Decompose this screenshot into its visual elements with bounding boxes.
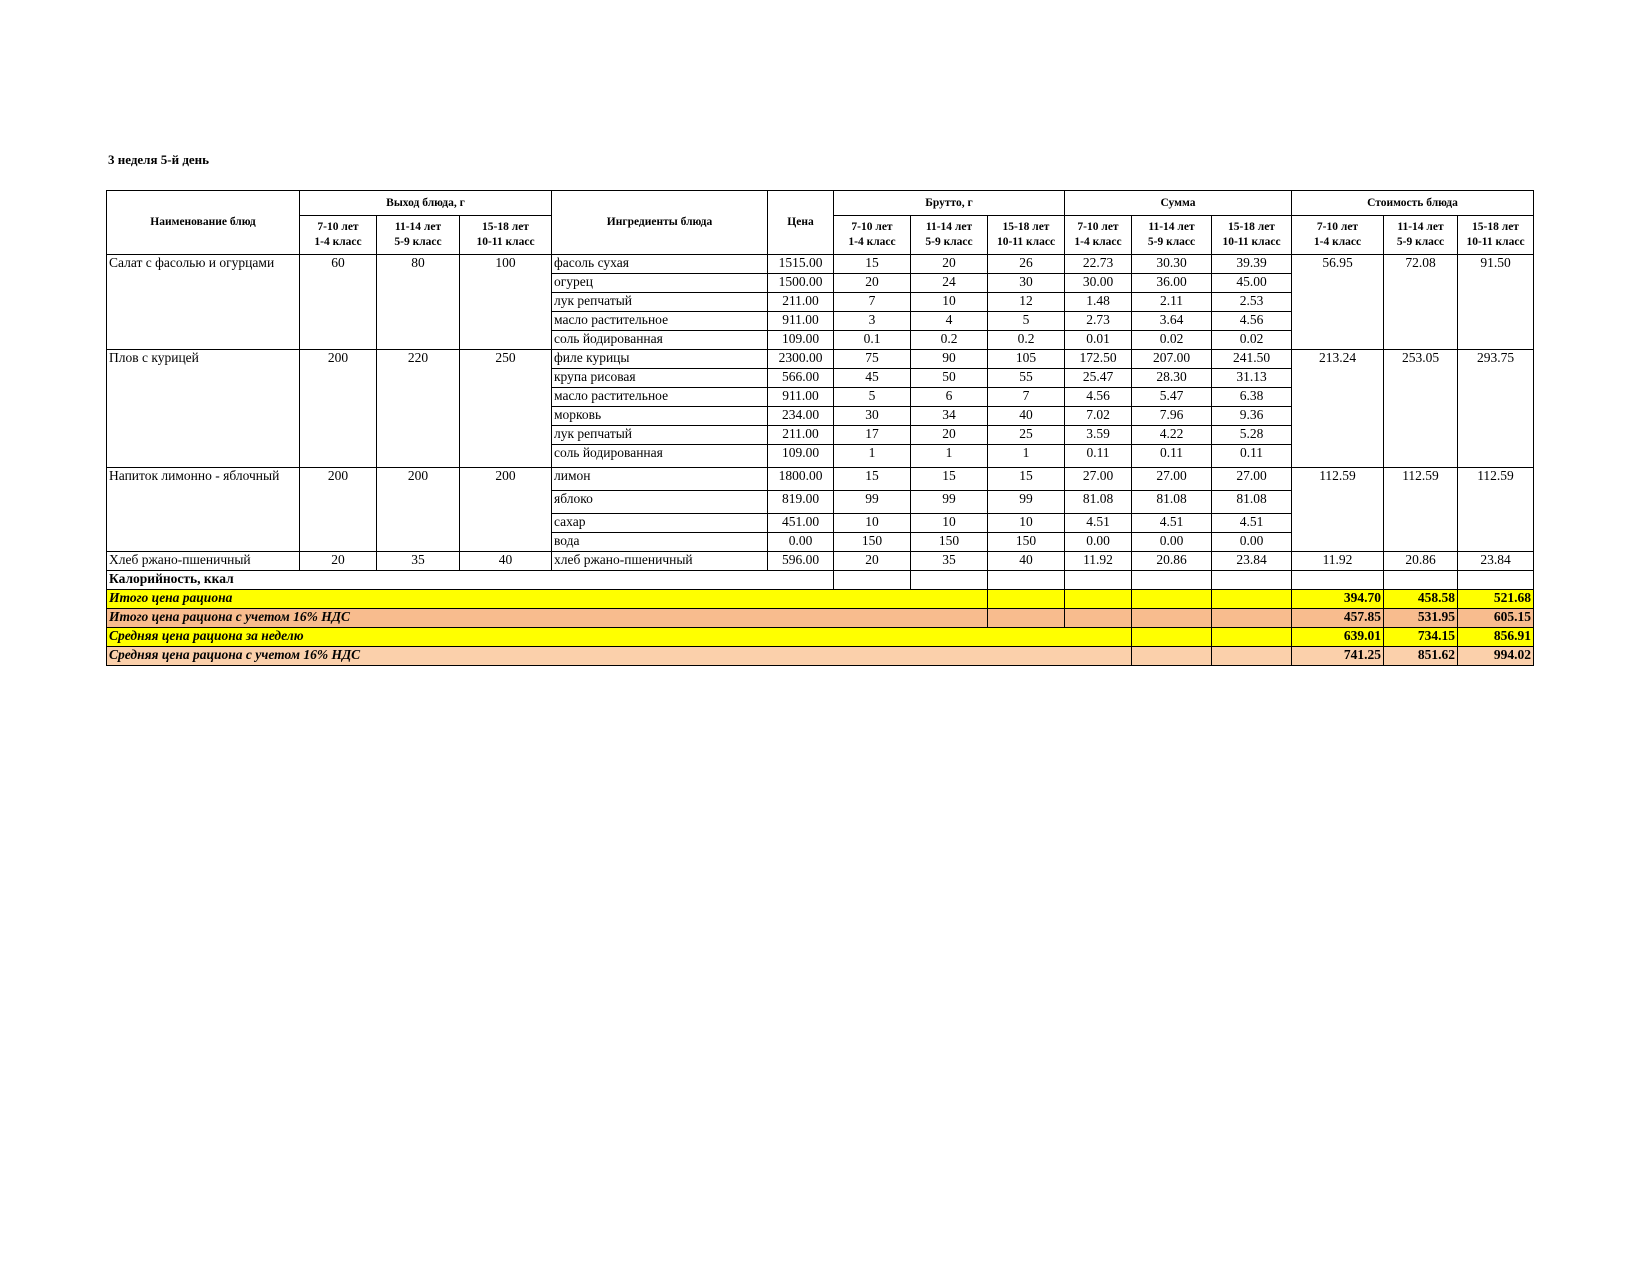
calories-row bbox=[107, 571, 1534, 590]
empty-cell bbox=[1212, 647, 1292, 666]
ingredient-brutto: 7 bbox=[988, 388, 1065, 407]
empty-cell bbox=[988, 571, 1065, 590]
total-value: 856.91 bbox=[1458, 628, 1534, 647]
ingredient-brutto: 34 bbox=[911, 407, 988, 426]
age-label: 11-14 лет bbox=[925, 221, 973, 233]
ingredient-brutto: 5 bbox=[988, 312, 1065, 331]
ingredient-name: сахар bbox=[552, 514, 768, 533]
dish-output: 250 bbox=[460, 350, 552, 468]
dish-output: 200 bbox=[300, 468, 377, 552]
ingredient-brutto: 99 bbox=[834, 491, 911, 514]
ingredient-brutto: 0.2 bbox=[911, 331, 988, 350]
ingredient-name: соль йодированная bbox=[552, 445, 768, 468]
ingredient-brutto: 30 bbox=[834, 407, 911, 426]
ingredient-price: 234.00 bbox=[768, 407, 834, 426]
age-header-sum-2 bbox=[1212, 216, 1292, 255]
total-label: Итого цена рациона bbox=[107, 590, 988, 609]
ingredient-brutto: 75 bbox=[834, 350, 911, 369]
ingredient-price: 109.00 bbox=[768, 445, 834, 468]
ingredient-brutto: 15 bbox=[988, 468, 1065, 491]
ingredient-name: фасоль сухая bbox=[552, 255, 768, 274]
ingredient-brutto: 4 bbox=[911, 312, 988, 331]
ingredient-price: 596.00 bbox=[768, 552, 834, 571]
total-label: Средняя цена рациона с учетом 16% НДС bbox=[107, 647, 1132, 666]
dish-output: 220 bbox=[377, 350, 460, 468]
ingredient-price: 911.00 bbox=[768, 312, 834, 331]
dish-output: 40 bbox=[460, 552, 552, 571]
total-value: 457.85 bbox=[1292, 609, 1384, 628]
ingredient-brutto: 10 bbox=[911, 293, 988, 312]
ingredient-sum: 0.00 bbox=[1065, 533, 1132, 552]
grade-label: 10-11 класс bbox=[1466, 236, 1525, 248]
ingredient-brutto: 5 bbox=[834, 388, 911, 407]
ingredient-price: 2300.00 bbox=[768, 350, 834, 369]
ingredient-brutto: 0.1 bbox=[834, 331, 911, 350]
empty-cell bbox=[1212, 628, 1292, 647]
ingredient-brutto: 10 bbox=[834, 514, 911, 533]
dish-cost: 20.86 bbox=[1384, 552, 1458, 571]
ingredient-sum: 25.47 bbox=[1065, 369, 1132, 388]
dish-cost: 11.92 bbox=[1292, 552, 1384, 571]
ingredient-sum: 172.50 bbox=[1065, 350, 1132, 369]
ingredient-sum: 0.02 bbox=[1212, 331, 1292, 350]
ingredient-brutto: 99 bbox=[911, 491, 988, 514]
ingredient-sum: 4.51 bbox=[1132, 514, 1212, 533]
total-row bbox=[107, 647, 1534, 666]
ingredient-sum: 27.00 bbox=[1212, 468, 1292, 491]
total-row bbox=[107, 590, 1534, 609]
total-row bbox=[107, 609, 1534, 628]
ingredient-sum: 39.39 bbox=[1212, 255, 1292, 274]
empty-cell bbox=[988, 609, 1065, 628]
age-label: 15-18 лет bbox=[1002, 221, 1050, 233]
ingredient-name: масло растительное bbox=[552, 312, 768, 331]
menu-table bbox=[106, 190, 1534, 666]
age-label: 7-10 лет bbox=[1077, 221, 1119, 233]
empty-cell bbox=[1212, 571, 1292, 590]
empty-cell bbox=[1384, 571, 1458, 590]
dish-cost: 56.95 bbox=[1292, 255, 1384, 350]
ingredient-name: соль йодированная bbox=[552, 331, 768, 350]
ingredient-brutto: 45 bbox=[834, 369, 911, 388]
grade-label: 5-9 класс bbox=[394, 236, 442, 248]
ingredient-sum: 2.73 bbox=[1065, 312, 1132, 331]
age-label: 7-10 лет bbox=[1316, 221, 1359, 233]
ingredient-brutto: 150 bbox=[911, 533, 988, 552]
ingredient-brutto: 12 bbox=[988, 293, 1065, 312]
ingredient-brutto: 17 bbox=[834, 426, 911, 445]
ingredient-brutto: 30 bbox=[988, 274, 1065, 293]
ingredient-sum: 3.64 bbox=[1132, 312, 1212, 331]
ingredient-brutto: 7 bbox=[834, 293, 911, 312]
ingredient-brutto: 1 bbox=[911, 445, 988, 468]
ingredient-sum: 36.00 bbox=[1132, 274, 1212, 293]
ingredient-price: 566.00 bbox=[768, 369, 834, 388]
dish-output: 200 bbox=[460, 468, 552, 552]
ingredient-sum: 2.53 bbox=[1212, 293, 1292, 312]
ingredient-price: 1500.00 bbox=[768, 274, 834, 293]
age-header-brutto-1 bbox=[911, 216, 988, 255]
ingredient-brutto: 15 bbox=[834, 468, 911, 491]
dish-output: 80 bbox=[377, 255, 460, 350]
dish-cost: 23.84 bbox=[1458, 552, 1534, 571]
dish-output: 200 bbox=[377, 468, 460, 552]
empty-cell bbox=[1132, 571, 1212, 590]
total-value: 605.15 bbox=[1458, 609, 1534, 628]
grade-label: 1-4 класс bbox=[1074, 236, 1122, 248]
header-dish-name: Наименование блюд bbox=[107, 191, 300, 255]
grade-label: 1-4 класс bbox=[848, 236, 896, 248]
header-price: Цена bbox=[768, 191, 834, 255]
dish-cost: 112.59 bbox=[1458, 468, 1534, 552]
ingredient-sum: 30.00 bbox=[1065, 274, 1132, 293]
total-value: 394.70 bbox=[1292, 590, 1384, 609]
ingredient-brutto: 3 bbox=[834, 312, 911, 331]
ingredient-brutto: 0.2 bbox=[988, 331, 1065, 350]
ingredient-brutto: 20 bbox=[834, 552, 911, 571]
ingredient-sum: 81.08 bbox=[1132, 491, 1212, 514]
ingredient-sum: 20.86 bbox=[1132, 552, 1212, 571]
ingredient-brutto: 26 bbox=[988, 255, 1065, 274]
age-header-output-0 bbox=[300, 216, 377, 255]
ingredient-sum: 4.51 bbox=[1212, 514, 1292, 533]
empty-cell bbox=[1065, 571, 1132, 590]
ingredient-sum: 81.08 bbox=[1212, 491, 1292, 514]
ingredient-name: филе курицы bbox=[552, 350, 768, 369]
ingredient-price: 451.00 bbox=[768, 514, 834, 533]
total-value: 521.68 bbox=[1458, 590, 1534, 609]
dish-name: Плов с курицей bbox=[107, 350, 300, 468]
ingredient-brutto: 15 bbox=[911, 468, 988, 491]
ingredient-brutto: 55 bbox=[988, 369, 1065, 388]
header-ingredients: Ингредиенты блюда bbox=[552, 191, 768, 255]
age-label: 11-14 лет bbox=[1148, 221, 1195, 233]
ingredient-sum: 4.56 bbox=[1212, 312, 1292, 331]
ingredient-sum: 4.51 bbox=[1065, 514, 1132, 533]
grade-label: 1-4 класс bbox=[1313, 236, 1362, 248]
ingredient-price: 109.00 bbox=[768, 331, 834, 350]
age-label: 7-10 лет bbox=[851, 221, 893, 233]
ingredient-brutto: 10 bbox=[988, 514, 1065, 533]
ingredient-name: крупа рисовая bbox=[552, 369, 768, 388]
ingredient-name: лимон bbox=[552, 468, 768, 491]
ingredient-row bbox=[107, 468, 1534, 491]
ingredient-name: морковь bbox=[552, 407, 768, 426]
ingredient-brutto: 50 bbox=[911, 369, 988, 388]
ingredient-sum: 23.84 bbox=[1212, 552, 1292, 571]
empty-cell bbox=[1132, 628, 1212, 647]
empty-cell bbox=[834, 571, 911, 590]
total-value: 734.15 bbox=[1384, 628, 1458, 647]
ingredient-brutto: 20 bbox=[911, 426, 988, 445]
total-label: Средняя цена рациона за неделю bbox=[107, 628, 1132, 647]
ingredient-price: 211.00 bbox=[768, 426, 834, 445]
ingredient-sum: 4.22 bbox=[1132, 426, 1212, 445]
ingredient-sum: 0.11 bbox=[1132, 445, 1212, 468]
ingredient-sum: 45.00 bbox=[1212, 274, 1292, 293]
empty-cell bbox=[1458, 571, 1534, 590]
empty-cell bbox=[1132, 647, 1212, 666]
ingredient-row bbox=[107, 255, 1534, 274]
ingredient-sum: 0.02 bbox=[1132, 331, 1212, 350]
age-label: 15-18 лет bbox=[1228, 221, 1275, 233]
dish-cost: 112.59 bbox=[1384, 468, 1458, 552]
age-header-brutto-0 bbox=[834, 216, 911, 255]
ingredient-sum: 0.11 bbox=[1212, 445, 1292, 468]
dish-output: 200 bbox=[300, 350, 377, 468]
ingredient-name: лук репчатый bbox=[552, 293, 768, 312]
ingredient-brutto: 15 bbox=[834, 255, 911, 274]
age-header-sum-1 bbox=[1132, 216, 1212, 255]
ingredient-price: 911.00 bbox=[768, 388, 834, 407]
ingredient-brutto: 20 bbox=[834, 274, 911, 293]
ingredient-sum: 27.00 bbox=[1132, 468, 1212, 491]
total-value: 851.62 bbox=[1384, 647, 1458, 666]
ingredient-brutto: 1 bbox=[834, 445, 911, 468]
age-label: 7-10 лет bbox=[317, 221, 359, 233]
grade-label: 5-9 класс bbox=[1147, 236, 1196, 248]
total-label: Итого цена рациона с учетом 16% НДС bbox=[107, 609, 988, 628]
ingredient-price: 1800.00 bbox=[768, 468, 834, 491]
ingredient-sum: 0.00 bbox=[1132, 533, 1212, 552]
age-header-sum-0 bbox=[1065, 216, 1132, 255]
ingredient-price: 819.00 bbox=[768, 491, 834, 514]
total-value: 639.01 bbox=[1292, 628, 1384, 647]
ingredient-sum: 31.13 bbox=[1212, 369, 1292, 388]
empty-cell bbox=[1212, 609, 1292, 628]
ingredient-brutto: 150 bbox=[834, 533, 911, 552]
empty-cell bbox=[988, 590, 1065, 609]
age-header-cost-1 bbox=[1384, 216, 1458, 255]
age-header-output-1 bbox=[377, 216, 460, 255]
ingredient-name: яблоко bbox=[552, 491, 768, 514]
ingredient-sum: 207.00 bbox=[1132, 350, 1212, 369]
ingredient-price: 1515.00 bbox=[768, 255, 834, 274]
total-value: 458.58 bbox=[1384, 590, 1458, 609]
ingredient-sum: 0.00 bbox=[1212, 533, 1292, 552]
age-label: 11-14 лет bbox=[394, 221, 442, 233]
ingredient-sum: 11.92 bbox=[1065, 552, 1132, 571]
age-label: 15-18 лет bbox=[1472, 221, 1519, 233]
ingredient-brutto: 25 bbox=[988, 426, 1065, 445]
age-label: 15-18 лет bbox=[482, 221, 529, 233]
ingredient-sum: 7.02 bbox=[1065, 407, 1132, 426]
ingredient-sum: 5.28 bbox=[1212, 426, 1292, 445]
dish-cost: 72.08 bbox=[1384, 255, 1458, 350]
ingredient-price: 0.00 bbox=[768, 533, 834, 552]
header-brutto: Брутто, г bbox=[834, 191, 1065, 216]
ingredient-sum: 22.73 bbox=[1065, 255, 1132, 274]
ingredient-row bbox=[107, 552, 1534, 571]
empty-cell bbox=[1292, 571, 1384, 590]
ingredient-sum: 2.11 bbox=[1132, 293, 1212, 312]
ingredient-brutto: 20 bbox=[911, 255, 988, 274]
age-header-cost-2 bbox=[1458, 216, 1534, 255]
age-label: 11-14 лет bbox=[1397, 221, 1444, 233]
ingredient-brutto: 90 bbox=[911, 350, 988, 369]
ingredient-sum: 7.96 bbox=[1132, 407, 1212, 426]
dish-cost: 213.24 bbox=[1292, 350, 1384, 468]
ingredient-brutto: 40 bbox=[988, 407, 1065, 426]
ingredient-price: 211.00 bbox=[768, 293, 834, 312]
ingredient-brutto: 1 bbox=[988, 445, 1065, 468]
ingredient-sum: 4.56 bbox=[1065, 388, 1132, 407]
age-header-output-2 bbox=[460, 216, 552, 255]
dish-output: 100 bbox=[460, 255, 552, 350]
empty-cell bbox=[1212, 590, 1292, 609]
dish-cost: 112.59 bbox=[1292, 468, 1384, 552]
grade-label: 5-9 класс bbox=[1396, 236, 1445, 248]
header-cost: Стоимость блюда bbox=[1292, 191, 1534, 216]
dish-name: Напиток лимонно - яблочный bbox=[107, 468, 300, 552]
ingredient-brutto: 150 bbox=[988, 533, 1065, 552]
ingredient-brutto: 105 bbox=[988, 350, 1065, 369]
grade-label: 5-9 класс bbox=[925, 236, 973, 248]
ingredient-brutto: 24 bbox=[911, 274, 988, 293]
ingredient-sum: 30.30 bbox=[1132, 255, 1212, 274]
calories-label: Калорийность, ккал bbox=[107, 571, 834, 590]
grade-label: 10-11 класс bbox=[476, 236, 535, 248]
grade-label: 10-11 класс bbox=[1222, 236, 1281, 248]
page-title: 3 неделя 5-й день bbox=[108, 152, 210, 167]
ingredient-sum: 28.30 bbox=[1132, 369, 1212, 388]
total-value: 741.25 bbox=[1292, 647, 1384, 666]
ingredient-sum: 5.47 bbox=[1132, 388, 1212, 407]
ingredient-sum: 9.36 bbox=[1212, 407, 1292, 426]
empty-cell bbox=[1065, 609, 1132, 628]
dish-cost: 293.75 bbox=[1458, 350, 1534, 468]
total-value: 994.02 bbox=[1458, 647, 1534, 666]
ingredient-name: вода bbox=[552, 533, 768, 552]
ingredient-brutto: 40 bbox=[988, 552, 1065, 571]
ingredient-sum: 81.08 bbox=[1065, 491, 1132, 514]
total-value: 531.95 bbox=[1384, 609, 1458, 628]
age-header-cost-0 bbox=[1292, 216, 1384, 255]
dish-output: 60 bbox=[300, 255, 377, 350]
dish-cost: 253.05 bbox=[1384, 350, 1458, 468]
grade-label: 1-4 класс bbox=[314, 236, 362, 248]
grade-label: 10-11 класс bbox=[996, 236, 1056, 248]
empty-cell bbox=[1065, 590, 1132, 609]
ingredient-sum: 27.00 bbox=[1065, 468, 1132, 491]
ingredient-row bbox=[107, 350, 1534, 369]
dish-output: 35 bbox=[377, 552, 460, 571]
ingredient-name: лук репчатый bbox=[552, 426, 768, 445]
ingredient-sum: 241.50 bbox=[1212, 350, 1292, 369]
age-header-brutto-2 bbox=[988, 216, 1065, 255]
total-row bbox=[107, 628, 1534, 647]
ingredient-sum: 6.38 bbox=[1212, 388, 1292, 407]
dish-name: Салат с фасолью и огурцами bbox=[107, 255, 300, 350]
header-sum: Сумма bbox=[1065, 191, 1292, 216]
dish-name: Хлеб ржано-пшеничный bbox=[107, 552, 300, 571]
ingredient-name: огурец bbox=[552, 274, 768, 293]
empty-cell bbox=[1132, 590, 1212, 609]
ingredient-sum: 1.48 bbox=[1065, 293, 1132, 312]
ingredient-brutto: 6 bbox=[911, 388, 988, 407]
ingredient-brutto: 10 bbox=[911, 514, 988, 533]
ingredient-name: масло растительное bbox=[552, 388, 768, 407]
ingredient-sum: 0.01 bbox=[1065, 331, 1132, 350]
dish-output: 20 bbox=[300, 552, 377, 571]
dish-cost: 91.50 bbox=[1458, 255, 1534, 350]
ingredient-brutto: 99 bbox=[988, 491, 1065, 514]
empty-cell bbox=[1132, 609, 1212, 628]
ingredient-brutto: 35 bbox=[911, 552, 988, 571]
ingredient-name: хлеб ржано-пшеничный bbox=[552, 552, 768, 571]
ingredient-sum: 3.59 bbox=[1065, 426, 1132, 445]
header-output: Выход блюда, г bbox=[300, 191, 552, 216]
empty-cell bbox=[911, 571, 988, 590]
ingredient-sum: 0.11 bbox=[1065, 445, 1132, 468]
